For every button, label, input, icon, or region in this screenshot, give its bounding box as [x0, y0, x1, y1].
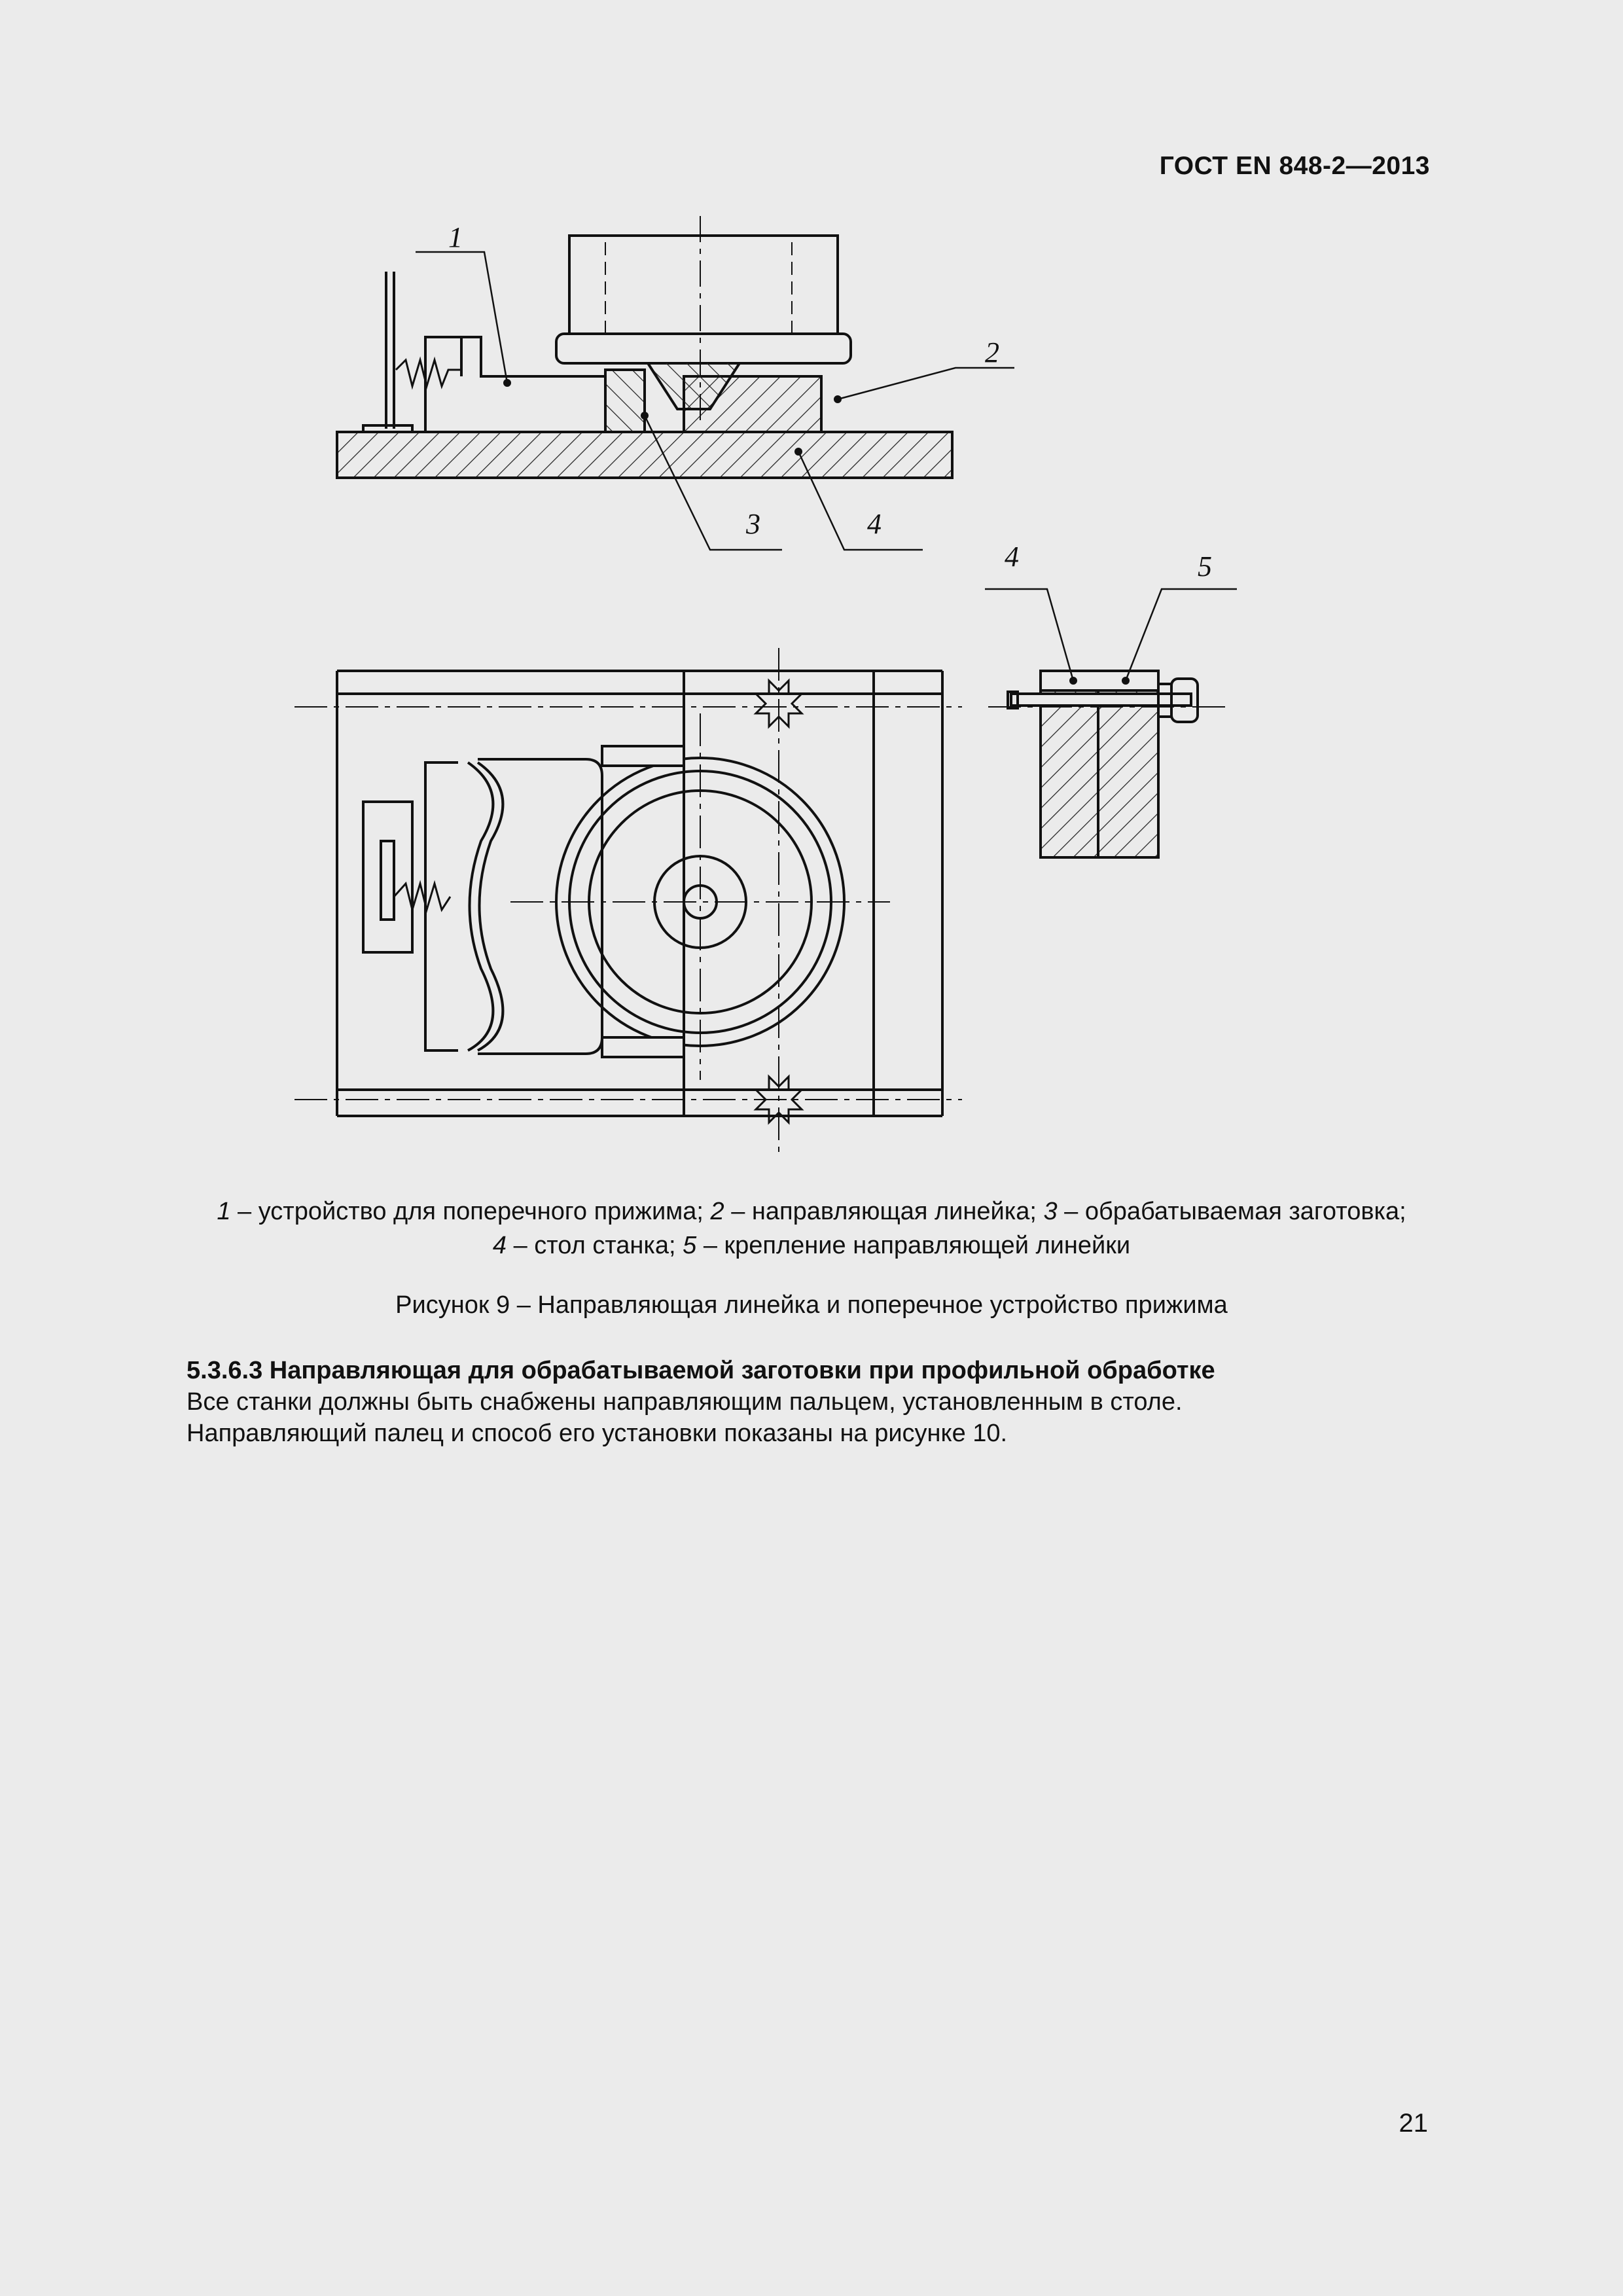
legend-num: 1 [217, 1198, 231, 1225]
legend-line-1 [85, 1194, 1538, 1229]
legend-num: 4 [492, 1232, 507, 1259]
side-section-view [337, 216, 1014, 550]
legend-text: – направляющая линейка; [724, 1198, 1044, 1225]
legend-num: 3 [1043, 1198, 1058, 1225]
callout-4-detail: 4 [1005, 541, 1019, 573]
callout-5: 5 [1198, 550, 1212, 583]
legend-text: – крепление направляющей линейки [696, 1232, 1131, 1259]
callout-1: 1 [448, 221, 463, 253]
figure-legend [85, 1194, 1538, 1263]
callout-2: 2 [985, 336, 999, 368]
legend-num: 5 [683, 1232, 697, 1259]
figure-caption: Рисунок 9 – Направляющая линейка и поперечное устройство прижима [395, 1291, 1228, 1319]
legend-text: – устройство для поперечного прижима; [230, 1198, 711, 1225]
section-heading: 5.3.6.3 Направляющая для обрабатываемой заготовки при профильной обработке [187, 1357, 1215, 1384]
legend-text: – обрабатываемая заготовка; [1057, 1198, 1406, 1225]
legend-num: 2 [710, 1198, 724, 1225]
legend-line-2 [85, 1229, 1538, 1263]
document-header: ГОСТ EN 848-2—2013 [1159, 152, 1430, 180]
fastening-detail-view [985, 589, 1237, 857]
callout-4: 4 [867, 508, 882, 540]
legend-text: – стол станка; [507, 1232, 683, 1259]
plan-view [294, 648, 962, 1172]
section-paragraph-line-1: Все станки должны быть снабжены направляющим пальцем, установленным в столе. [187, 1388, 1183, 1416]
page-number: 21 [1399, 2109, 1428, 2138]
figure-9-drawing [281, 203, 1302, 1172]
callout-3: 3 [746, 508, 760, 540]
section-paragraph-line-2: Направляющий палец и способ его установки показаны на рисунке 10. [187, 1420, 1008, 1447]
section-5-3-6-3 [187, 1355, 1215, 1449]
